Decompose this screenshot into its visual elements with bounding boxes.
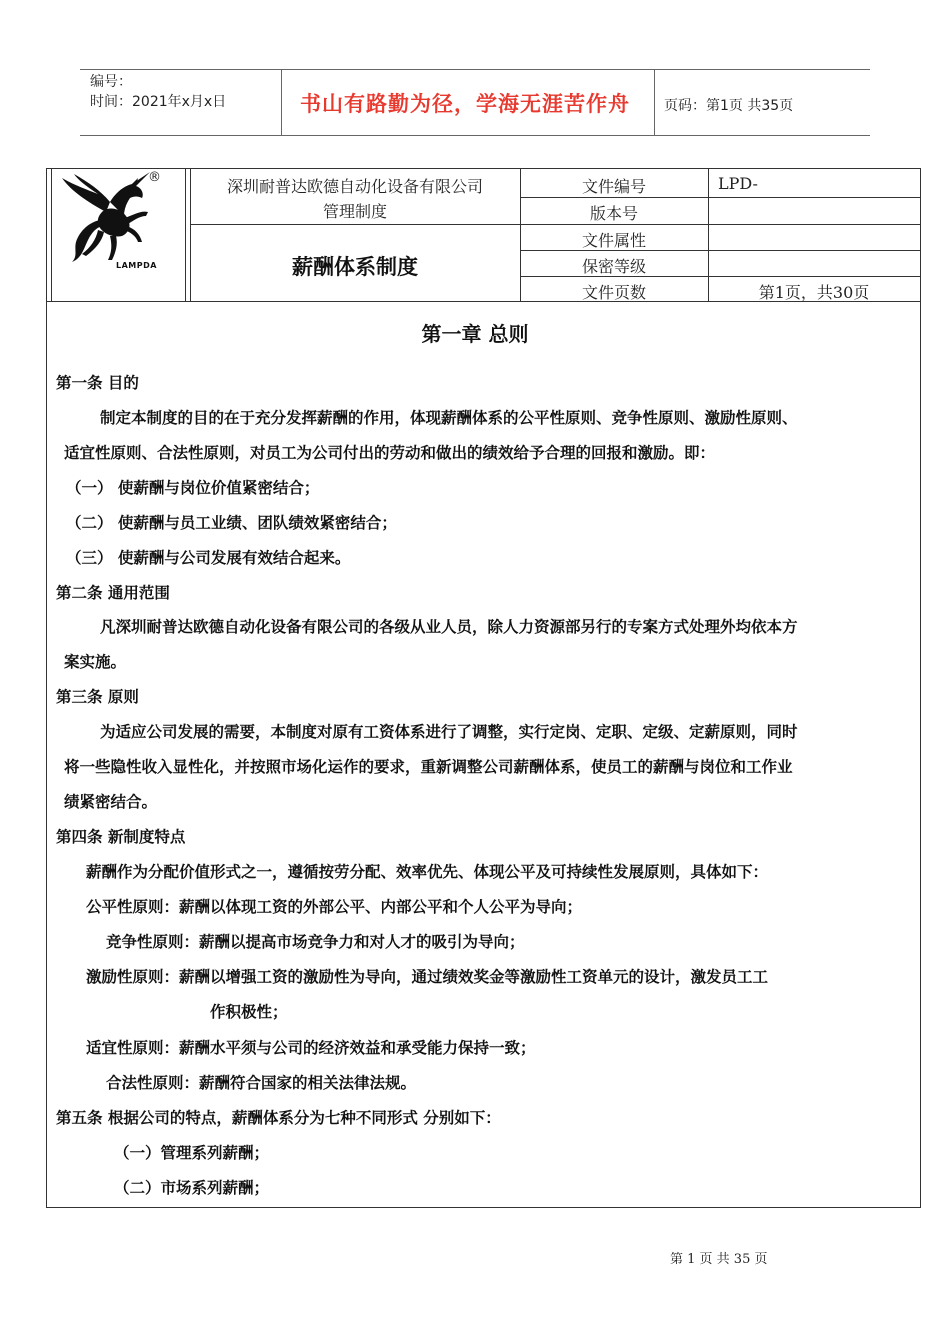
paragraph-line: 绩紧密结合。 [64,793,158,811]
frame-bottom-line [46,1207,921,1208]
article-2-heading: 第二条 通用范围 [56,584,170,602]
principle-line: 适宜性原则：薪酬水平须与公司的经济效益和承受能力保持一致； [86,1039,536,1057]
row-value-page-count: 第1页，共30页 [758,283,870,302]
list-item: （一） 使薪酬与岗位价值紧密结合； [66,479,320,497]
paragraph-line: 适宜性原则、合法性原则，对员工为公司付出的劳动和做出的绩效给予合理的回报和激励。即： [64,444,716,462]
article-4-heading: 第四条 新制度特点 [56,828,186,846]
header-page-info: 页码：第1页 共35页 [664,98,794,114]
logo-divider-line-2 [185,168,186,301]
article-1-heading: 第一条 目的 [56,374,139,392]
header-motto: 书山有路勤为径，学海无涯苦作舟 [300,91,630,116]
row-label-security-level: 保密等级 [581,257,646,276]
header-time-label: 时间：2021年x月x日 [90,94,227,110]
list-item: （一）管理系列薪酬； [114,1144,270,1162]
row-label-file-attribute: 文件属性 [581,231,646,250]
row-line-2 [520,224,920,225]
header-divider-left [281,69,282,135]
row-value-file-number: LPD- [718,174,758,193]
doc-category: 管理制度 [322,202,387,221]
doc-title: 薪酬体系制度 [292,255,418,279]
principle-line: 公平性原则：薪酬以体现工资的外部公平、内部公平和个人公平为导向； [86,898,583,916]
article-5-heading: 第五条 根据公司的特点，薪酬体系分为七种不同形式 分别如下： [56,1109,501,1127]
chapter-title: 第一章 总则 [421,322,529,346]
paragraph-line: 制定本制度的目的在于充分发挥薪酬的作用，体现薪酬体系的公平性原则、竞争性原则、激励性原则、 [100,409,798,427]
paragraph-line: 案实施。 [64,653,127,671]
header-divider-right [654,69,655,135]
pegasus-icon [58,172,182,272]
row-label-file-number: 文件编号 [581,177,646,196]
list-item: （二）市场系列薪酬； [114,1179,270,1197]
header-top-border [80,69,870,70]
frame-left-inner [51,168,52,301]
paragraph-line: 将一些隐性收入显性化，并按照市场化运作的要求，重新调整公司薪酬体系，使员工的薪酬与岗位和工作业 [64,758,793,776]
principle-line: 激励性原则：薪酬以增强工资的激励性为导向，通过绩效奖金等激励性工资单元的设计，激发员工工 [86,968,769,986]
principle-line: 作积极性； [210,1003,288,1021]
company-divider-line [190,224,520,225]
list-item: （三） 使薪酬与公司发展有效结合起来。 [66,549,351,567]
principle-line: 合法性原则：薪酬符合国家的相关法律法规。 [106,1074,417,1092]
paragraph-line: 凡深圳耐普达欧德自动化设备有限公司的各级从业人员，除人力资源部另行的专案方式处理外均依本方 [100,618,798,636]
row-label-version: 版本号 [589,204,638,223]
header-bottom-border [80,135,870,136]
list-item: （二） 使薪酬与员工业绩、团队绩效紧密结合； [66,514,397,532]
table-top-line [46,168,921,169]
company-name: 深圳耐普达欧德自动化设备有限公司 [226,177,483,196]
logo-text: LAMPDA [116,261,157,270]
header-number-label: 编号： [90,74,132,90]
page-footer: 第 1 页 共 35 页 [670,1252,768,1267]
article-3-heading: 第三条 原则 [56,688,139,706]
paragraph-line: 为适应公司发展的需要，本制度对原有工资体系进行了调整，实行定岗、定职、定级、定薪原则，同时 [100,723,798,741]
lampda-logo [58,172,182,272]
registered-mark: ® [148,170,161,185]
row-line-1 [520,197,920,198]
principle-line: 竞争性原则：薪酬以提高市场竞争力和对人才的吸引为导向； [106,933,525,951]
row-label-page-count: 文件页数 [581,283,646,302]
paragraph-line: 薪酬作为分配价值形式之一，遵循按劳分配、效率优先、体现公平及可持续性发展原则，具体如下： [86,863,769,881]
